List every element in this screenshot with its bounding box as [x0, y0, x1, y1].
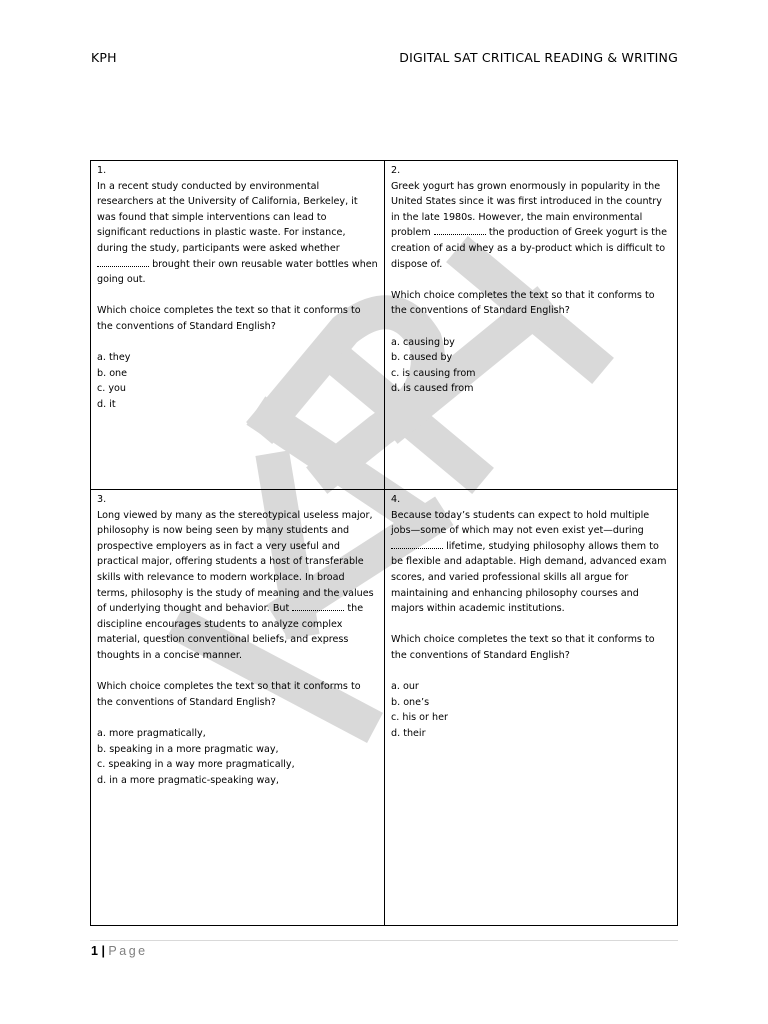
page-word: Page [108, 944, 148, 958]
choice-a: a. causing by [391, 336, 455, 348]
answer-blank [97, 258, 149, 267]
answer-blank [391, 540, 443, 549]
choice-b: b. one’s [391, 696, 430, 708]
choice-c: c. his or her [391, 712, 448, 724]
choice-b: b. one [97, 367, 128, 379]
question-card-3 [91, 490, 385, 925]
question-grid [90, 160, 678, 926]
footer-separator: | [101, 944, 105, 958]
choice-b: b. speaking in a more pragmatic way, [97, 743, 279, 755]
question-prompt: Which choice completes the text so that it conforms to the conventions of Standard English? [97, 305, 361, 332]
question-passage: Greek yogurt has grown enormously in popularity in the United States since it was first introduced in the country in the late 1980s. However, the main environmental problem the production of Greek yogurt is the creation of acid whey as a by-product which is difficult to dispose of. [391, 180, 667, 270]
choice-a: a. more pragmatically, [97, 727, 206, 739]
choice-c: c. you [97, 383, 127, 395]
question-card-2 [385, 161, 677, 490]
question-card-4 [385, 490, 677, 925]
header-left-label: KPH [91, 50, 117, 65]
question-passage: Long viewed by many as the stereotypical useless major, philosophy is now being seen by many students and prospective employers as in fact a very useful and practical major, offering students a host of transferable skills with relevance to modern workplace. In broad terms, philosophy is the study of meaning and the values of underlying thought and behavior. But the discipline encourages students to analyze complex material, question conventional beliefs, and express thoughts in a concise manner. [97, 509, 374, 661]
answer-blank [292, 602, 344, 611]
question-prompt: Which choice completes the text so that it conforms to the conventions of Standard English? [391, 289, 655, 317]
question-number: 3. [97, 494, 107, 505]
choice-c: c. is causing from [391, 367, 476, 379]
choice-a: a. they [97, 352, 131, 364]
question-passage: Because today’s students can expect to hold multiple jobs—some of which may not even exist yet—during lifetime, studying philosophy allows them to be flexible and adaptable. High demand, advanced exam scores, and varied professional skills all argue for maintaining and enhancing philosophy courses and majors within academic institutions. [391, 509, 667, 615]
question-number: 2. [391, 165, 401, 176]
page-number: 1 [91, 944, 98, 958]
answer-blank [434, 226, 486, 235]
choice-d: d. their [391, 727, 426, 739]
question-number: 4. [391, 494, 401, 505]
page-footer [91, 944, 148, 958]
choice-d: d. it [97, 398, 116, 410]
choice-c: c. speaking in a way more pragmatically, [97, 759, 295, 771]
choice-a: a. our [391, 681, 419, 693]
header-title: DIGITAL SAT CRITICAL READING & WRITING [399, 50, 678, 65]
footer-divider [90, 940, 678, 941]
question-passage: In a recent study conducted by environmental researchers at the University of California, Berkeley, it was found that simple interventions can lead to significant reductions in plastic waste. For instance, during the study, participants were asked whether brought their own reusable water bottles when going out. [97, 180, 378, 286]
question-prompt: Which choice completes the text so that it conforms to the conventions of Standard English? [391, 634, 655, 661]
question-prompt: Which choice completes the text so that it conforms to the conventions of Standard English? [97, 681, 361, 708]
choice-d: d. in a more pragmatic-speaking way, [97, 774, 279, 786]
choice-b: b. caused by [391, 352, 453, 364]
question-number: 1. [97, 165, 107, 176]
choice-d: d. is caused from [391, 383, 474, 395]
question-card-1 [91, 161, 385, 490]
